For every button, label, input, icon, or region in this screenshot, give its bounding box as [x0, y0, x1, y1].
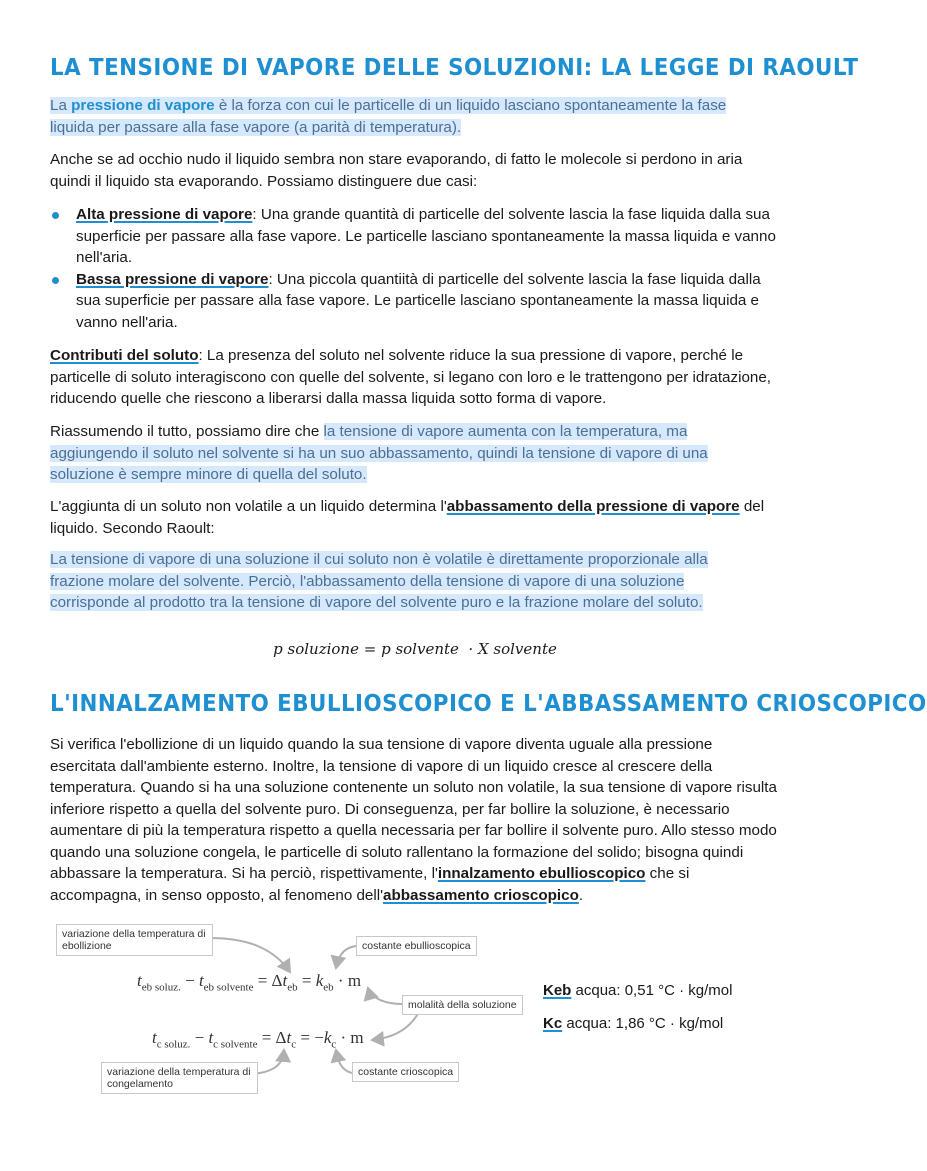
- arrow-kc: [336, 1050, 352, 1073]
- ebullioscopia-paragraph: Si verifica l'ebollizione di un liquido quando la sua tensione di vapore diventa uguale alla pressione esercitata dall'ambiente esterno. Inoltre, la tensione di vapore di un liquido cresce al crescere della temperatura. Quando si ha una soluzione contenente un soluto non volatile, la sua tensione di vapore risulta inferiore rispetto a quella del solvente puro. Di conseguenza, per far bollire la soluzione, è necessario aumentare di più la temperatura rispetto a quella necessaria per far bollire il solvente puro. Allo stesso modo quando una soluzione congela, le particelle di soluto rallentano la formazione del solido; bisogna quindi abbassare la temperatura. Si ha perciò, rispettivamente, l'innalzamento ebullioscopico che si accompagna, in senso opposto, al fenomeno dell'abbassamento crioscopico.: [50, 736, 777, 904]
- arrow-molal-1: [368, 988, 402, 1004]
- cases-list: [50, 204, 780, 333]
- contributi-paragraph: Contributi del soluto: La presenza del soluto nel solvente riduce la sua pressione di vapore, perché le particelle di soluto interagiscono con quelle del solvente, si legano con loro e le trattengono per idratazione, riducendo quelle che riescono a liberarsi dalla massa liquida sotto forma di vapore.: [50, 347, 772, 407]
- raoult-formula: p soluzione = p solvente · X solvente: [273, 640, 557, 658]
- label-molality: molalità della soluzione: [402, 995, 523, 1015]
- label-c-variation: variazione della temperatura di congelamento: [101, 1062, 258, 1094]
- equation-ebullioscopic: $t_{eb soluz.} - t_{eb solvente} = \Delta t_{eb} = k_{eb} \cdot m$: [137, 971, 362, 994]
- list-item: Bassa pressione di vapore: Una piccola quantiità di particelle del solvente lascia la fase liquida dalla sua superficie per passare alla fase vapore. Le particelle lasciano spontaneamente la massa liquida e vanno nell'aria.: [50, 269, 780, 334]
- raoult-law-paragraph: La tensione di vapore di una soluzione il cui soluto non è volatile è direttamente proporzionale alla frazione molare del solvente. Perciò, l'abbassamento della tensione di vapore di una soluzione corrisponde al prodotto tra la tensione di vapore del solvente puro e la frazione molare del soluto.: [50, 551, 708, 611]
- label-keb: costante ebullioscopica: [356, 936, 477, 956]
- raoult-intro-paragraph: L'aggiunta di un soluto non volatile a un liquido determina l'abbassamento della pressione di vapore del liquido. Secondo Raoult:: [50, 498, 765, 537]
- keb-water-value: Keb acqua: 0,51 °C · kg/mol: [543, 982, 733, 999]
- definition-paragraph: La pressione di vapore è la forza con cui le particelle di un liquido lasciano spontaneamente la fase liquida per passare alla fase vapore (a parità di temperatura).: [50, 97, 727, 136]
- section-title-raoult: LA TENSIONE DI VAPORE DELLE SOLUZIONI: LA LEGGE DI RAOULT: [50, 55, 859, 81]
- arrow-eb-var: [210, 938, 290, 972]
- summary-paragraph: Riassumendo il tutto, possiamo dire che la tensione di vapore aumenta con la temperatura, ma aggiungendo il soluto nel solvente si ha un suo abbassamento, quindi la tensione di vapore di una soluzione è sempre minore di quella del soluto.: [50, 423, 708, 483]
- equation-cryoscopic: $t_{c soluz.} - t_{c solvente} = \Delta t_c = -k_c \cdot m$: [152, 1028, 364, 1051]
- arrow-keb: [336, 946, 356, 968]
- intro-paragraph: Anche se ad occhio nudo il liquido sembra non stare evaporando, di fatto le molecole si perdono in aria quindi il liquido sta evaporando. Possiamo distinguere due casi:: [50, 151, 743, 190]
- label-eb-variation: variazione della temperatura di ebollizione: [56, 924, 213, 956]
- section-title-ebullioscopico: L'INNALZAMENTO EBULLIOSCOPICO E L'ABBASSAMENTO CRIOSCOPICO: [50, 691, 927, 717]
- term-pressione-di-vapore: pressione di vapore: [71, 97, 215, 114]
- label-kc: costante crioscopica: [352, 1062, 459, 1082]
- list-item: Alta pressione di vapore: Una grande quantità di particelle del solvente lascia la fase liquida dalla sua superficie per passare alla fase vapore. Le particelle lasciano spontaneamente la massa liquida e vanno nell'aria.: [50, 204, 780, 269]
- kc-water-value: Kc acqua: 1,86 °C · kg/mol: [543, 1015, 724, 1032]
